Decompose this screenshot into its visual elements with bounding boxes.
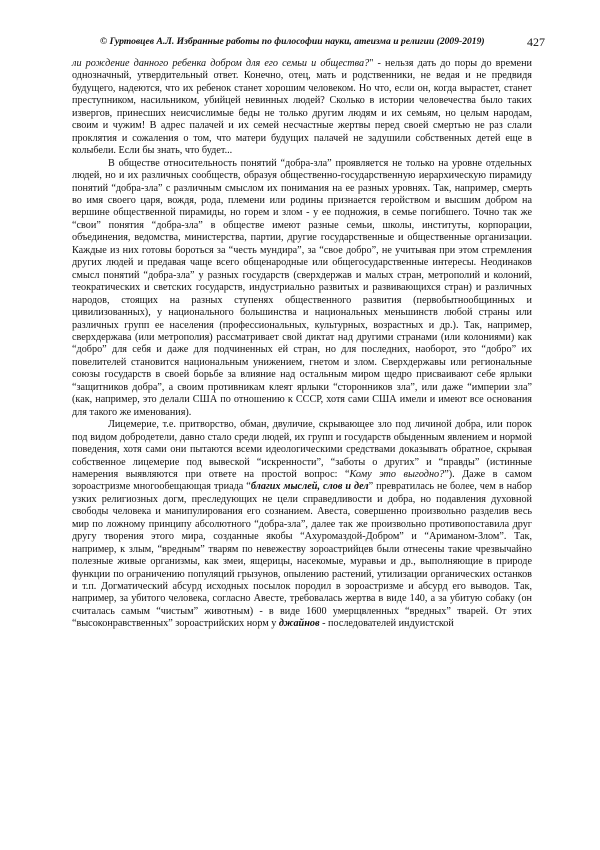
italic-phrase: Кому это выгодно? — [349, 468, 445, 480]
paragraph-text: ” превратилась не более, чем в набор узких религиозных догм, преследующих не цели справедливости и добра, но подавления духовной свободы человека и манипулирования его сознанием. Авеста, совершенно произвольно разделив весь мир по ложному принципу абсолютного “добра-зла”, далее так же произвольно противопоставила друг другу творения этого мира, созданные якобы “Ахуромаздой-Добром” и “Ариманом-Злом”. Так, например, к злым, “вредным” тварям по невежеству зороастрийцев были отнесены такие чрезвычайно полезные живые организмы, как змеи, ящерицы, насекомые, муравьи и др., выполняющие в природе функции по ограничению популяций грызунов, опылению растений, утилизации органических останков и т.п. Догматический абсурд исходных посылок породил в зороастризме и абсурд его выводов. Так, например, за убитого человека, согласно Авесте, требовалась жертва в виде 140, а за убитую собаку (он считалась самым “чистым” животным) - в виде 1600 умерщвленных “вредных” тварей. От этих “высоконравственных” зороастрийских норм у — [72, 481, 532, 630]
paragraph-text: Лицемерие, т.е. притворство, обман, двуличие, скрывающее зло под личиной добра, или порок под видом добродетели, давно стало среди людей, их групп и государств обыденным явлением и нормой поведения, хотя сами они пытаются всеми идеологическими средствами доказывать обратное, скрывая собственное лицемерие под вывеской “искренности”, “заботы о других” и “правды” (истинные намерения выявляются при ответе на простой вопрос: “ — [72, 419, 532, 480]
paragraph — [72, 58, 532, 158]
paragraph-text: ”). Даже в самом зороастризме многообещающая триада “ — [72, 468, 532, 493]
running-title: © Гуртовцев А.Л. Избранные работы по философии науки, атеизма и религии (2009-2019) — [100, 36, 485, 47]
closing-quote: " — [369, 58, 378, 69]
page-number: 427 — [527, 35, 545, 49]
paragraph — [72, 158, 532, 420]
body-text — [72, 58, 532, 631]
paragraph-text: - последователей индуистской — [319, 618, 454, 630]
paragraph-text: - нельзя дать до поры до времени однозначный, утвердительный ответ. Конечно, отец, мать и родственники, не ведая и не предвидя будущего, надеются, что их ребенок станет хорошим человеком. Но что, если он, когда вырастет, станет преступником, насильником, убийцей невинных людей? Сколько в истории человечества было таких извергов, принесших неисчислимые беды не только другим людям и их семьям, но целым народам, своим и чужим! В адрес палачей и их семей несчастные жертвы перед своей смертью не раз слали проклятия и сожаления о том, что матери будущих палачей не задушили собственных детей еще в колыбели. Если бы знать, что будет... — [72, 58, 532, 157]
italic-question: ли рождение данного ребенка добром для его семьи и общества? — [72, 58, 370, 69]
page-header — [60, 35, 545, 53]
bold-italic-word: джайнов — [278, 618, 320, 630]
paragraph-text: В обществе относительность понятий “добра-зла” проявляется не только на уровне отдельных людей, но и их различных сообществ, образуя общественно-государственную иерархическую пирамиду понятий “добра-зла” с различным смыслом их понимания на ее разных уровнях. Так, например, смерть во имя своего царя, вождя, рода, племени или родины признается геройством и высшим добром на вершине общественной пирамиды, но горем и злом - у ее подножия, в семье погибшего. Точно так же “свои” понятия “добра-зла” в обществе имеют разные семьи, школы, институты, корпорации, объединения, ведомства, министерства, партии, другие государственные и общественные организации. Каждые из них готовы бороться за “честь мундира”, за “свое добро”, не учитывая при этом стремления других людей и предавая чаще всего общенародные или общегосударственные интересы. Неодинаков смысл понятий “добра-зла” у разных государств (сверхдержав и малых стран, метрополий и колоний, теократических и светских государств, индустриально развитых и развивающихся стран) и различных народов, стоящих на разных ступенях общественного развития (первобытнообщинных и цивилизованных), у национального большинства и национальных меньшинств любой страны или различных групп ее населения (профессиональных, культурных, возрастных и др.). Так, например, сверхдержава (или метрополия) рассматривает свой диктат над другими странами (или колониями) как “добро” для себя и даже для подчиненных ей стран, но для последних, наоборот, это “добро” их повелителей становится национальным унижением, гнетом и злом. Сверхдержавы или региональные союзы государств в своей борьбе за влияние над остальным миром щедро присваивают себе ярлыки “защитников добра”, а своим противникам клеят ярлыки “сторонников зла”, или даже “империи зла” (как, например, это делали США по отношению к СССР, хотя сами США имели и имеют все основания для такого же именования). — [72, 157, 532, 418]
bold-italic-phrase: благих мыслей, слов и дел — [250, 481, 369, 493]
paragraph — [72, 419, 532, 631]
